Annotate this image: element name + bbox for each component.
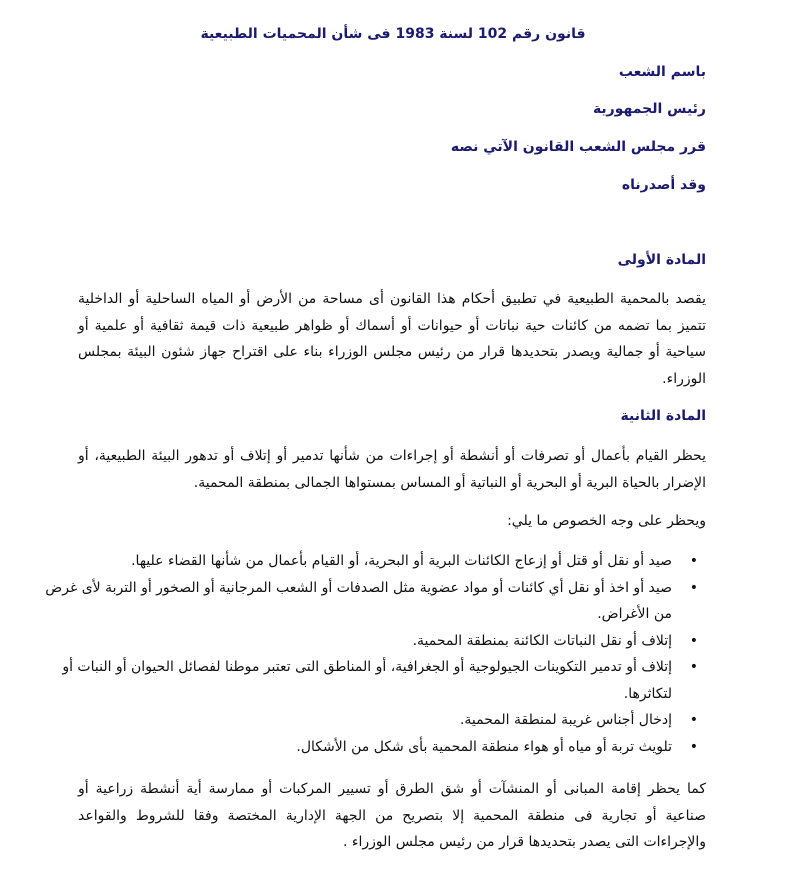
article-1-text: يقصد بالمحمية الطبيعية في تطبيق أحكام هذا القانون أى مساحة من الأرض أو المياه الساحلية أو الداخلية تتميز بما تضمه من كائنات حية نباتات أو حيوانات أو أسماك أو ظواهر طبيعية ذات قيمة ثقافية أو علمية أو سياحية أو جمالية ويصدر بتحديدها قرار من رئيس مجلس الوزراء بناء على اقتراح جهاز شئون البيئة بمجلس الوزراء. — [78, 291, 706, 387]
preamble-line: قرر مجلس الشعب القانون الآتي نصه — [450, 139, 706, 155]
article-1-heading: المادة الأولى — [617, 252, 706, 268]
document-title: قانون رقم 102 لسنة 1983 فى شأن المحميات الطبيعية — [200, 26, 586, 42]
list-item: • تلويث تربة أو مياه أو هواء منطقة المحمية بأى شكل من الأشكال. — [44, 734, 672, 761]
list-item: • إدخال أجناس غريبة لمنطقة المحمية. — [44, 707, 672, 734]
list-item: • صيد أو اخذ أو نقل أي كائنات أو مواد عضوية مثل الصدفات أو الشعب المرجانية أو الصخور أو التربة لأى غرض من الأغراض. — [44, 575, 672, 628]
article-2-heading: المادة الثانية — [620, 408, 706, 424]
article-2-text: يحظر القيام بأعمال أو تصرفات أو أنشطة أو إجراءات من شأنها تدمير أو إتلاف أو تدهور البيئة الطبيعية، أو الإضرار بالحياة البرية أو البحرية أو النباتية أو المساس بمستواها الجمالى بمنطقة المحمية. — [78, 448, 706, 491]
list-item: • إتلاف أو نقل النباتات الكائنة بمنطقة المحمية. — [44, 628, 672, 655]
list-item: • إتلاف أو تدمير التكوينات الجيولوجية أو الجغرافية، أو المناطق التى تعتبر موطنا لفصائل الحيوان أو النبات أو لتكاثرها. — [44, 654, 672, 707]
preamble-line: باسم الشعب — [618, 64, 706, 80]
article-2-intro: ويحظر على وجه الخصوص ما يلي: — [507, 513, 706, 529]
preamble-line: وقد أصدرناه — [621, 177, 706, 193]
list-item: • صيد أو نقل أو قتل أو إزعاج الكائنات البرية أو البحرية، أو القيام بأعمال من شأنها القضاء عليها. — [44, 548, 672, 575]
preamble-line: رئيس الجمهورية — [592, 101, 706, 117]
article-2-closing: كما يحظر إقامة المبانى أو المنشآت أو شق الطرق أو تسيير المركبات أو ممارسة أية أنشطة زراعية أو صناعية أو تجارية فى منطقة المحمية إلا بتصريح من الجهة الإدارية المختصة وفقا للشروط والقواعد والإجراءات التى يصدر بتحديدها قرار من رئيس مجلس الوزراء . — [78, 781, 706, 850]
prohibitions-list — [44, 548, 706, 760]
